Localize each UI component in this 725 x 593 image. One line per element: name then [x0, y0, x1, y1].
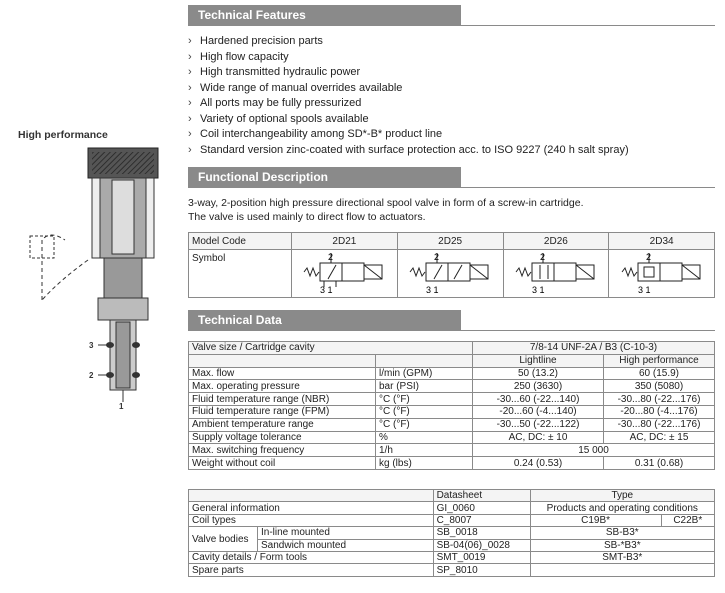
feature-item: › All ports may be fully pressurized: [188, 96, 629, 112]
table-row: Valve bodies In-line mounted SB_0018 SB-B3*: [189, 527, 715, 539]
model-code-label: Model Code: [189, 233, 292, 250]
model-code: 2D26: [503, 233, 609, 250]
feature-item: › Standard version zinc-coated with surface protection acc. to ISO 9227 (240 h salt spray): [188, 143, 629, 159]
symbol-cell: [503, 250, 609, 298]
table-row: Coil types C_8007 C19B* C22B*: [189, 514, 715, 526]
feature-item: › Variety of optional spools available: [188, 112, 629, 128]
symbol-port-bottom: 3 1: [637, 285, 651, 293]
valve-symbol-2d34: [616, 251, 708, 293]
valve-symbol-2d21: [298, 251, 390, 293]
model-code: 2D25: [397, 233, 503, 250]
model-table: [188, 232, 715, 298]
port-1-label: 1: [119, 402, 124, 411]
symbol-cell: [397, 250, 503, 298]
feature-item: › Hardened precision parts: [188, 34, 629, 50]
symbol-port-top: 2: [328, 252, 334, 262]
valve-symbol-2d26: [510, 251, 602, 293]
symbol-port-bottom: 3 1: [320, 285, 333, 293]
feature-item: › Wide range of manual overrides available: [188, 81, 629, 97]
feature-item: › Coil interchangeability among SD*-B* product line: [188, 127, 629, 143]
symbol-cell: [292, 250, 398, 298]
technical-rule: [188, 330, 715, 331]
valve-symbol-2d25: [404, 251, 496, 293]
functional-rule: [188, 187, 715, 188]
table-row: Fluid temperature range (FPM) °C (°F) -20...60 (-4...140) -20...80 (-4...176): [189, 405, 715, 418]
tech-col-lightline: Lightline: [473, 354, 604, 367]
table-row: Supply voltage tolerance % AC, DC: ± 10 AC, DC: ± 15: [189, 431, 715, 444]
side-label: High performance: [18, 129, 108, 141]
port-3-label: 3: [89, 341, 94, 350]
ref-col-datasheet: Datasheet: [433, 490, 530, 502]
features-title: Technical Features: [188, 5, 461, 26]
functional-description: [188, 196, 583, 224]
tech-header-value: 7/8-14 UNF-2A / B3 (C-10-3): [473, 342, 715, 355]
table-row: Cavity details / Form tools SMT_0019 SMT-B3*: [189, 551, 715, 563]
symbol-label: Symbol: [189, 250, 292, 298]
symbol-port-top: 2: [645, 252, 651, 262]
tech-col-highperf: High performance: [604, 354, 715, 367]
table-row: Max. flow l/min (GPM) 50 (13.2) 60 (15.9): [189, 367, 715, 380]
reference-table: [188, 489, 715, 577]
symbol-port-bottom: 3 1: [426, 285, 439, 293]
symbol-cell: [609, 250, 715, 298]
model-code: 2D34: [609, 233, 715, 250]
model-code: 2D21: [292, 233, 398, 250]
cartridge-drawing: [20, 140, 170, 420]
technical-title: Technical Data: [188, 310, 461, 331]
feature-item: › High transmitted hydraulic power: [188, 65, 629, 81]
port-2-label: 2: [89, 371, 94, 380]
table-row: Spare parts SP_8010: [189, 564, 715, 576]
symbol-port-top: 2: [434, 252, 440, 262]
functional-line-1: 3-way, 2-position high pressure directional spool valve in form of a screw-in cartridge.: [188, 197, 584, 209]
table-row: Sandwich mounted SB-04(06)_0028 SB-*B3*: [189, 539, 715, 551]
table-row: Max. operating pressure bar (PSI) 250 (3630) 350 (5080): [189, 380, 715, 393]
functional-line-2: The valve is used mainly to direct flow to actuators.: [188, 211, 426, 223]
ref-col-type: Type: [530, 490, 714, 502]
table-row: General information GI_0060 Products and operating conditions: [189, 502, 715, 514]
features-rule: [188, 25, 715, 26]
table-row: Max. switching frequency 1/h 15 000: [189, 444, 715, 457]
table-row: Ambient temperature range °C (°F) -30...50 (-22...122) -30...80 (-22...176): [189, 418, 715, 431]
technical-table: [188, 341, 715, 470]
symbol-port-top: 2: [539, 252, 545, 262]
functional-title: Functional Description: [188, 167, 461, 188]
table-row: Weight without coil kg (lbs) 0.24 (0.53) 0.31 (0.68): [189, 457, 715, 470]
table-row: Fluid temperature range (NBR) °C (°F) -30...60 (-22...140) -30...80 (-22...176): [189, 393, 715, 406]
tech-header-label: Valve size / Cartridge cavity: [189, 342, 473, 355]
features-list: [188, 34, 629, 158]
feature-item: › High flow capacity: [188, 50, 629, 66]
symbol-port-bottom: 3 1: [531, 285, 545, 293]
